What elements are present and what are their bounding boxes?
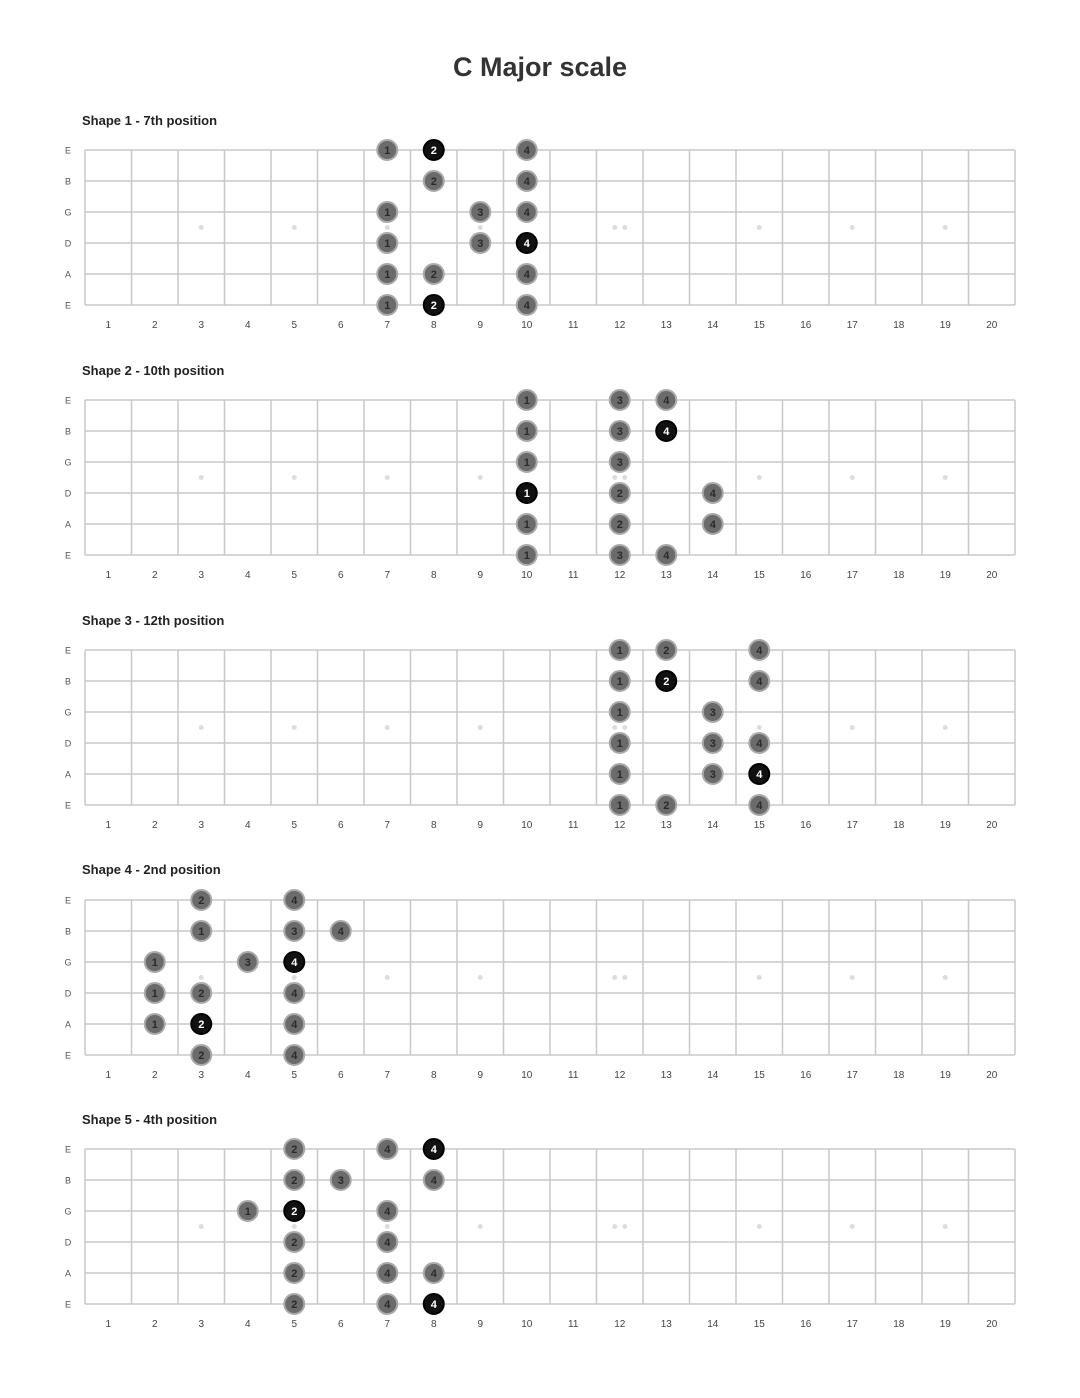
fret-number: 20	[986, 1070, 998, 1081]
fret-number: 19	[939, 1070, 951, 1081]
finger-number: 1	[523, 395, 530, 407]
string-label: A	[64, 769, 72, 780]
inlay-marker	[199, 975, 204, 980]
finger-number: 2	[616, 519, 623, 531]
string-label: D	[64, 738, 72, 749]
string-label: B	[64, 1175, 72, 1186]
fret-number: 2	[151, 320, 158, 331]
inlay-marker	[757, 975, 762, 980]
finger-number: 2	[430, 176, 437, 188]
inlay-marker	[622, 725, 627, 730]
finger-number: 2	[663, 676, 670, 688]
finger-number: 4	[663, 395, 670, 407]
finger-number: 4	[756, 738, 763, 750]
fret-number: 14	[707, 820, 719, 831]
fret-number: 14	[707, 1319, 719, 1330]
fret-number: 1	[105, 1070, 112, 1081]
fret-number: 19	[939, 1319, 951, 1330]
fret-number: 7	[384, 320, 391, 331]
finger-number: 4	[291, 988, 298, 1000]
fret-number: 4	[244, 570, 251, 581]
finger-number: 1	[616, 676, 623, 688]
string-label: A	[64, 1019, 72, 1030]
fret-number: 7	[384, 1319, 391, 1330]
fret-number: 20	[986, 1319, 998, 1330]
string-label: A	[64, 1268, 72, 1279]
fret-number: 7	[384, 570, 391, 581]
fret-number: 7	[384, 1070, 391, 1081]
finger-number: 3	[709, 707, 716, 719]
fret-number: 1	[105, 820, 112, 831]
fret-number: 17	[846, 1319, 858, 1330]
fret-number: 14	[707, 570, 719, 581]
finger-number: 1	[616, 707, 623, 719]
fret-number: 8	[430, 820, 437, 831]
fret-number: 12	[614, 570, 626, 581]
string-label: E	[64, 1299, 72, 1310]
fret-number: 6	[337, 1319, 344, 1330]
fret-number: 17	[846, 820, 858, 831]
fret-number: 19	[939, 820, 951, 831]
finger-number: 2	[291, 1268, 298, 1280]
fret-number: 18	[893, 820, 905, 831]
fret-number: 13	[660, 820, 672, 831]
string-label: G	[64, 207, 72, 218]
fret-number: 9	[477, 1319, 484, 1330]
fret-number: 18	[893, 320, 905, 331]
finger-number: 2	[430, 300, 437, 312]
string-label: E	[64, 300, 72, 311]
finger-number: 2	[198, 895, 205, 907]
string-label: D	[64, 988, 72, 999]
shape-2-label: Shape 2 - 10th position	[82, 363, 225, 378]
fret-number: 10	[521, 320, 533, 331]
fret-number: 8	[430, 570, 437, 581]
finger-number: 1	[523, 426, 530, 438]
fret-number: 3	[198, 1319, 205, 1330]
finger-number: 4	[384, 1268, 391, 1280]
finger-number: 3	[244, 957, 251, 969]
fret-number: 5	[291, 1070, 298, 1081]
inlay-marker	[850, 475, 855, 480]
inlay-marker	[622, 1224, 627, 1229]
finger-number: 1	[384, 238, 391, 250]
inlay-marker	[478, 725, 483, 730]
inlay-marker	[478, 225, 483, 230]
string-label: D	[64, 238, 72, 249]
finger-number: 4	[291, 1019, 298, 1031]
fret-number: 10	[521, 570, 533, 581]
shape-5-label: Shape 5 - 4th position	[82, 1112, 218, 1127]
fret-number: 18	[893, 1319, 905, 1330]
inlay-marker	[622, 225, 627, 230]
string-label: E	[64, 550, 72, 561]
fret-number: 11	[568, 320, 579, 331]
fret-number: 17	[846, 570, 858, 581]
inlay-marker	[943, 475, 948, 480]
inlay-marker	[757, 475, 762, 480]
shape-4-label: Shape 4 - 2nd position	[82, 862, 221, 877]
inlay-marker	[199, 475, 204, 480]
finger-number: 2	[663, 800, 670, 812]
finger-number: 3	[477, 207, 484, 219]
fret-number: 9	[477, 1070, 484, 1081]
inlay-marker	[757, 725, 762, 730]
string-label: B	[64, 926, 72, 937]
finger-number: 4	[384, 1206, 391, 1218]
string-label: B	[64, 176, 72, 187]
inlay-marker	[943, 225, 948, 230]
fret-number: 6	[337, 570, 344, 581]
fret-number: 15	[753, 1319, 765, 1330]
fret-number: 17	[846, 320, 858, 331]
fret-number: 12	[614, 1319, 626, 1330]
fret-number: 9	[477, 820, 484, 831]
fret-number: 15	[753, 1070, 765, 1081]
fret-number: 1	[105, 320, 112, 331]
finger-number: 1	[523, 488, 530, 500]
finger-number: 2	[291, 1237, 298, 1249]
finger-number: 4	[756, 645, 763, 657]
fret-number: 3	[198, 570, 205, 581]
inlay-marker	[385, 475, 390, 480]
fret-number: 19	[939, 570, 951, 581]
fret-number: 8	[430, 1319, 437, 1330]
fret-number: 19	[939, 320, 951, 331]
finger-number: 2	[291, 1144, 298, 1156]
fret-number: 2	[151, 820, 158, 831]
finger-number: 1	[523, 519, 530, 531]
finger-number: 2	[430, 145, 437, 157]
fret-number: 2	[151, 570, 158, 581]
fret-number: 17	[846, 1070, 858, 1081]
finger-number: 3	[616, 395, 623, 407]
fret-number: 4	[244, 1319, 251, 1330]
finger-number: 1	[616, 645, 623, 657]
fret-number: 5	[291, 320, 298, 331]
inlay-marker	[478, 475, 483, 480]
inlay-marker	[943, 975, 948, 980]
fret-number: 16	[800, 820, 812, 831]
finger-number: 4	[384, 1299, 391, 1311]
inlay-marker	[622, 975, 627, 980]
finger-number: 1	[151, 957, 158, 969]
fret-number: 12	[614, 320, 626, 331]
inlay-marker	[850, 725, 855, 730]
string-label: G	[64, 957, 72, 968]
finger-number: 4	[430, 1175, 437, 1187]
inlay-marker	[612, 1224, 617, 1229]
fret-number: 6	[337, 820, 344, 831]
finger-number: 4	[709, 519, 716, 531]
fret-number: 20	[986, 570, 998, 581]
finger-number: 4	[384, 1237, 391, 1249]
fret-number: 15	[753, 820, 765, 831]
fret-number: 16	[800, 570, 812, 581]
fret-number: 9	[477, 320, 484, 331]
fret-number: 13	[660, 320, 672, 331]
inlay-marker	[199, 225, 204, 230]
inlay-marker	[385, 1224, 390, 1229]
fret-number: 18	[893, 1070, 905, 1081]
inlay-marker	[943, 1224, 948, 1229]
finger-number: 4	[523, 300, 530, 312]
finger-number: 1	[384, 300, 391, 312]
fret-number: 12	[614, 820, 626, 831]
fret-number: 8	[430, 1070, 437, 1081]
finger-number: 4	[709, 488, 716, 500]
finger-number: 2	[616, 488, 623, 500]
string-label: B	[64, 426, 72, 437]
inlay-marker	[612, 475, 617, 480]
fret-number: 12	[614, 1070, 626, 1081]
inlay-marker	[385, 975, 390, 980]
string-label: A	[64, 519, 72, 530]
finger-number: 3	[291, 926, 298, 938]
fret-number: 3	[198, 1070, 205, 1081]
finger-number: 1	[616, 800, 623, 812]
string-label: D	[64, 488, 72, 499]
fret-number: 3	[198, 820, 205, 831]
inlay-marker	[757, 1224, 762, 1229]
inlay-marker	[478, 1224, 483, 1229]
finger-number: 3	[709, 769, 716, 781]
inlay-marker	[612, 975, 617, 980]
finger-number: 4	[291, 895, 298, 907]
finger-number: 2	[663, 645, 670, 657]
fret-number: 5	[291, 820, 298, 831]
fret-number: 6	[337, 1070, 344, 1081]
finger-number: 4	[337, 926, 344, 938]
string-label: D	[64, 1237, 72, 1248]
fret-number: 16	[800, 1070, 812, 1081]
fret-number: 16	[800, 320, 812, 331]
finger-number: 1	[616, 738, 623, 750]
finger-number: 4	[430, 1299, 437, 1311]
string-label: G	[64, 1206, 72, 1217]
finger-number: 4	[523, 145, 530, 157]
finger-number: 3	[709, 738, 716, 750]
inlay-marker	[292, 475, 297, 480]
string-label: E	[64, 1050, 72, 1061]
inlay-marker	[478, 975, 483, 980]
shape-3-label: Shape 3 - 12th position	[82, 613, 225, 628]
fret-number: 18	[893, 570, 905, 581]
inlay-marker	[612, 725, 617, 730]
string-label: E	[64, 1144, 72, 1155]
string-label: G	[64, 457, 72, 468]
fret-number: 3	[198, 320, 205, 331]
fret-number: 10	[521, 1319, 533, 1330]
finger-number: 4	[663, 426, 670, 438]
string-label: G	[64, 707, 72, 718]
fret-number: 11	[568, 820, 579, 831]
fret-number: 4	[244, 1070, 251, 1081]
fret-number: 15	[753, 320, 765, 331]
finger-number: 4	[523, 207, 530, 219]
finger-number: 1	[244, 1206, 251, 1218]
fret-number: 8	[430, 320, 437, 331]
fret-number: 13	[660, 1070, 672, 1081]
fret-number: 15	[753, 570, 765, 581]
finger-number: 1	[384, 269, 391, 281]
string-label: E	[64, 895, 72, 906]
inlay-marker	[199, 1224, 204, 1229]
fret-number: 13	[660, 1319, 672, 1330]
finger-number: 2	[291, 1175, 298, 1187]
fret-number: 1	[105, 570, 112, 581]
finger-number: 1	[523, 457, 530, 469]
finger-number: 2	[198, 988, 205, 1000]
finger-number: 1	[384, 207, 391, 219]
fret-number: 7	[384, 820, 391, 831]
finger-number: 2	[291, 1299, 298, 1311]
finger-number: 3	[616, 426, 623, 438]
inlay-marker	[292, 975, 297, 980]
inlay-marker	[850, 975, 855, 980]
fret-number: 14	[707, 320, 719, 331]
finger-number: 2	[430, 269, 437, 281]
fret-number: 10	[521, 820, 533, 831]
finger-number: 4	[430, 1144, 437, 1156]
fret-number: 11	[568, 1319, 579, 1330]
finger-number: 4	[291, 957, 298, 969]
page-title: C Major scale	[452, 52, 628, 82]
string-label: E	[64, 145, 72, 156]
finger-number: 4	[523, 269, 530, 281]
inlay-marker	[850, 225, 855, 230]
finger-number: 1	[523, 550, 530, 562]
finger-number: 2	[198, 1019, 205, 1031]
fret-number: 2	[151, 1070, 158, 1081]
finger-number: 1	[198, 926, 205, 938]
finger-number: 1	[151, 1019, 158, 1031]
fret-number: 6	[337, 320, 344, 331]
inlay-marker	[292, 225, 297, 230]
finger-number: 2	[198, 1050, 205, 1062]
inlay-marker	[850, 1224, 855, 1229]
fret-number: 16	[800, 1319, 812, 1330]
finger-number: 4	[291, 1050, 298, 1062]
fret-number: 5	[291, 1319, 298, 1330]
finger-number: 4	[523, 238, 530, 250]
finger-number: 4	[756, 676, 763, 688]
string-label: E	[64, 645, 72, 656]
fret-number: 4	[244, 820, 251, 831]
inlay-marker	[199, 725, 204, 730]
inlay-marker	[292, 1224, 297, 1229]
fret-number: 11	[568, 1070, 579, 1081]
fret-number: 13	[660, 570, 672, 581]
string-label: E	[64, 800, 72, 811]
inlay-marker	[385, 225, 390, 230]
inlay-marker	[622, 475, 627, 480]
finger-number: 3	[616, 550, 623, 562]
fret-number: 5	[291, 570, 298, 581]
inlay-marker	[612, 225, 617, 230]
fret-number: 11	[568, 570, 579, 581]
shape-1-label: Shape 1 - 7th position	[82, 113, 218, 128]
inlay-marker	[757, 225, 762, 230]
fret-number: 9	[477, 570, 484, 581]
fret-number: 1	[105, 1319, 112, 1330]
finger-number: 4	[756, 769, 763, 781]
fret-number: 20	[986, 320, 998, 331]
finger-number: 1	[384, 145, 391, 157]
string-label: B	[64, 676, 72, 687]
fret-number: 14	[707, 1070, 719, 1081]
finger-number: 3	[477, 238, 484, 250]
finger-number: 1	[616, 769, 623, 781]
finger-number: 1	[151, 988, 158, 1000]
fret-number: 20	[986, 820, 998, 831]
finger-number: 4	[523, 176, 530, 188]
finger-number: 3	[337, 1175, 344, 1187]
finger-number: 4	[384, 1144, 391, 1156]
inlay-marker	[292, 725, 297, 730]
string-label: A	[64, 269, 72, 280]
finger-number: 3	[616, 457, 623, 469]
finger-number: 4	[430, 1268, 437, 1280]
finger-number: 4	[663, 550, 670, 562]
string-label: E	[64, 395, 72, 406]
fret-number: 4	[244, 320, 251, 331]
fret-number: 10	[521, 1070, 533, 1081]
finger-number: 4	[756, 800, 763, 812]
inlay-marker	[943, 725, 948, 730]
inlay-marker	[385, 725, 390, 730]
fret-number: 2	[151, 1319, 158, 1330]
finger-number: 2	[291, 1206, 298, 1218]
